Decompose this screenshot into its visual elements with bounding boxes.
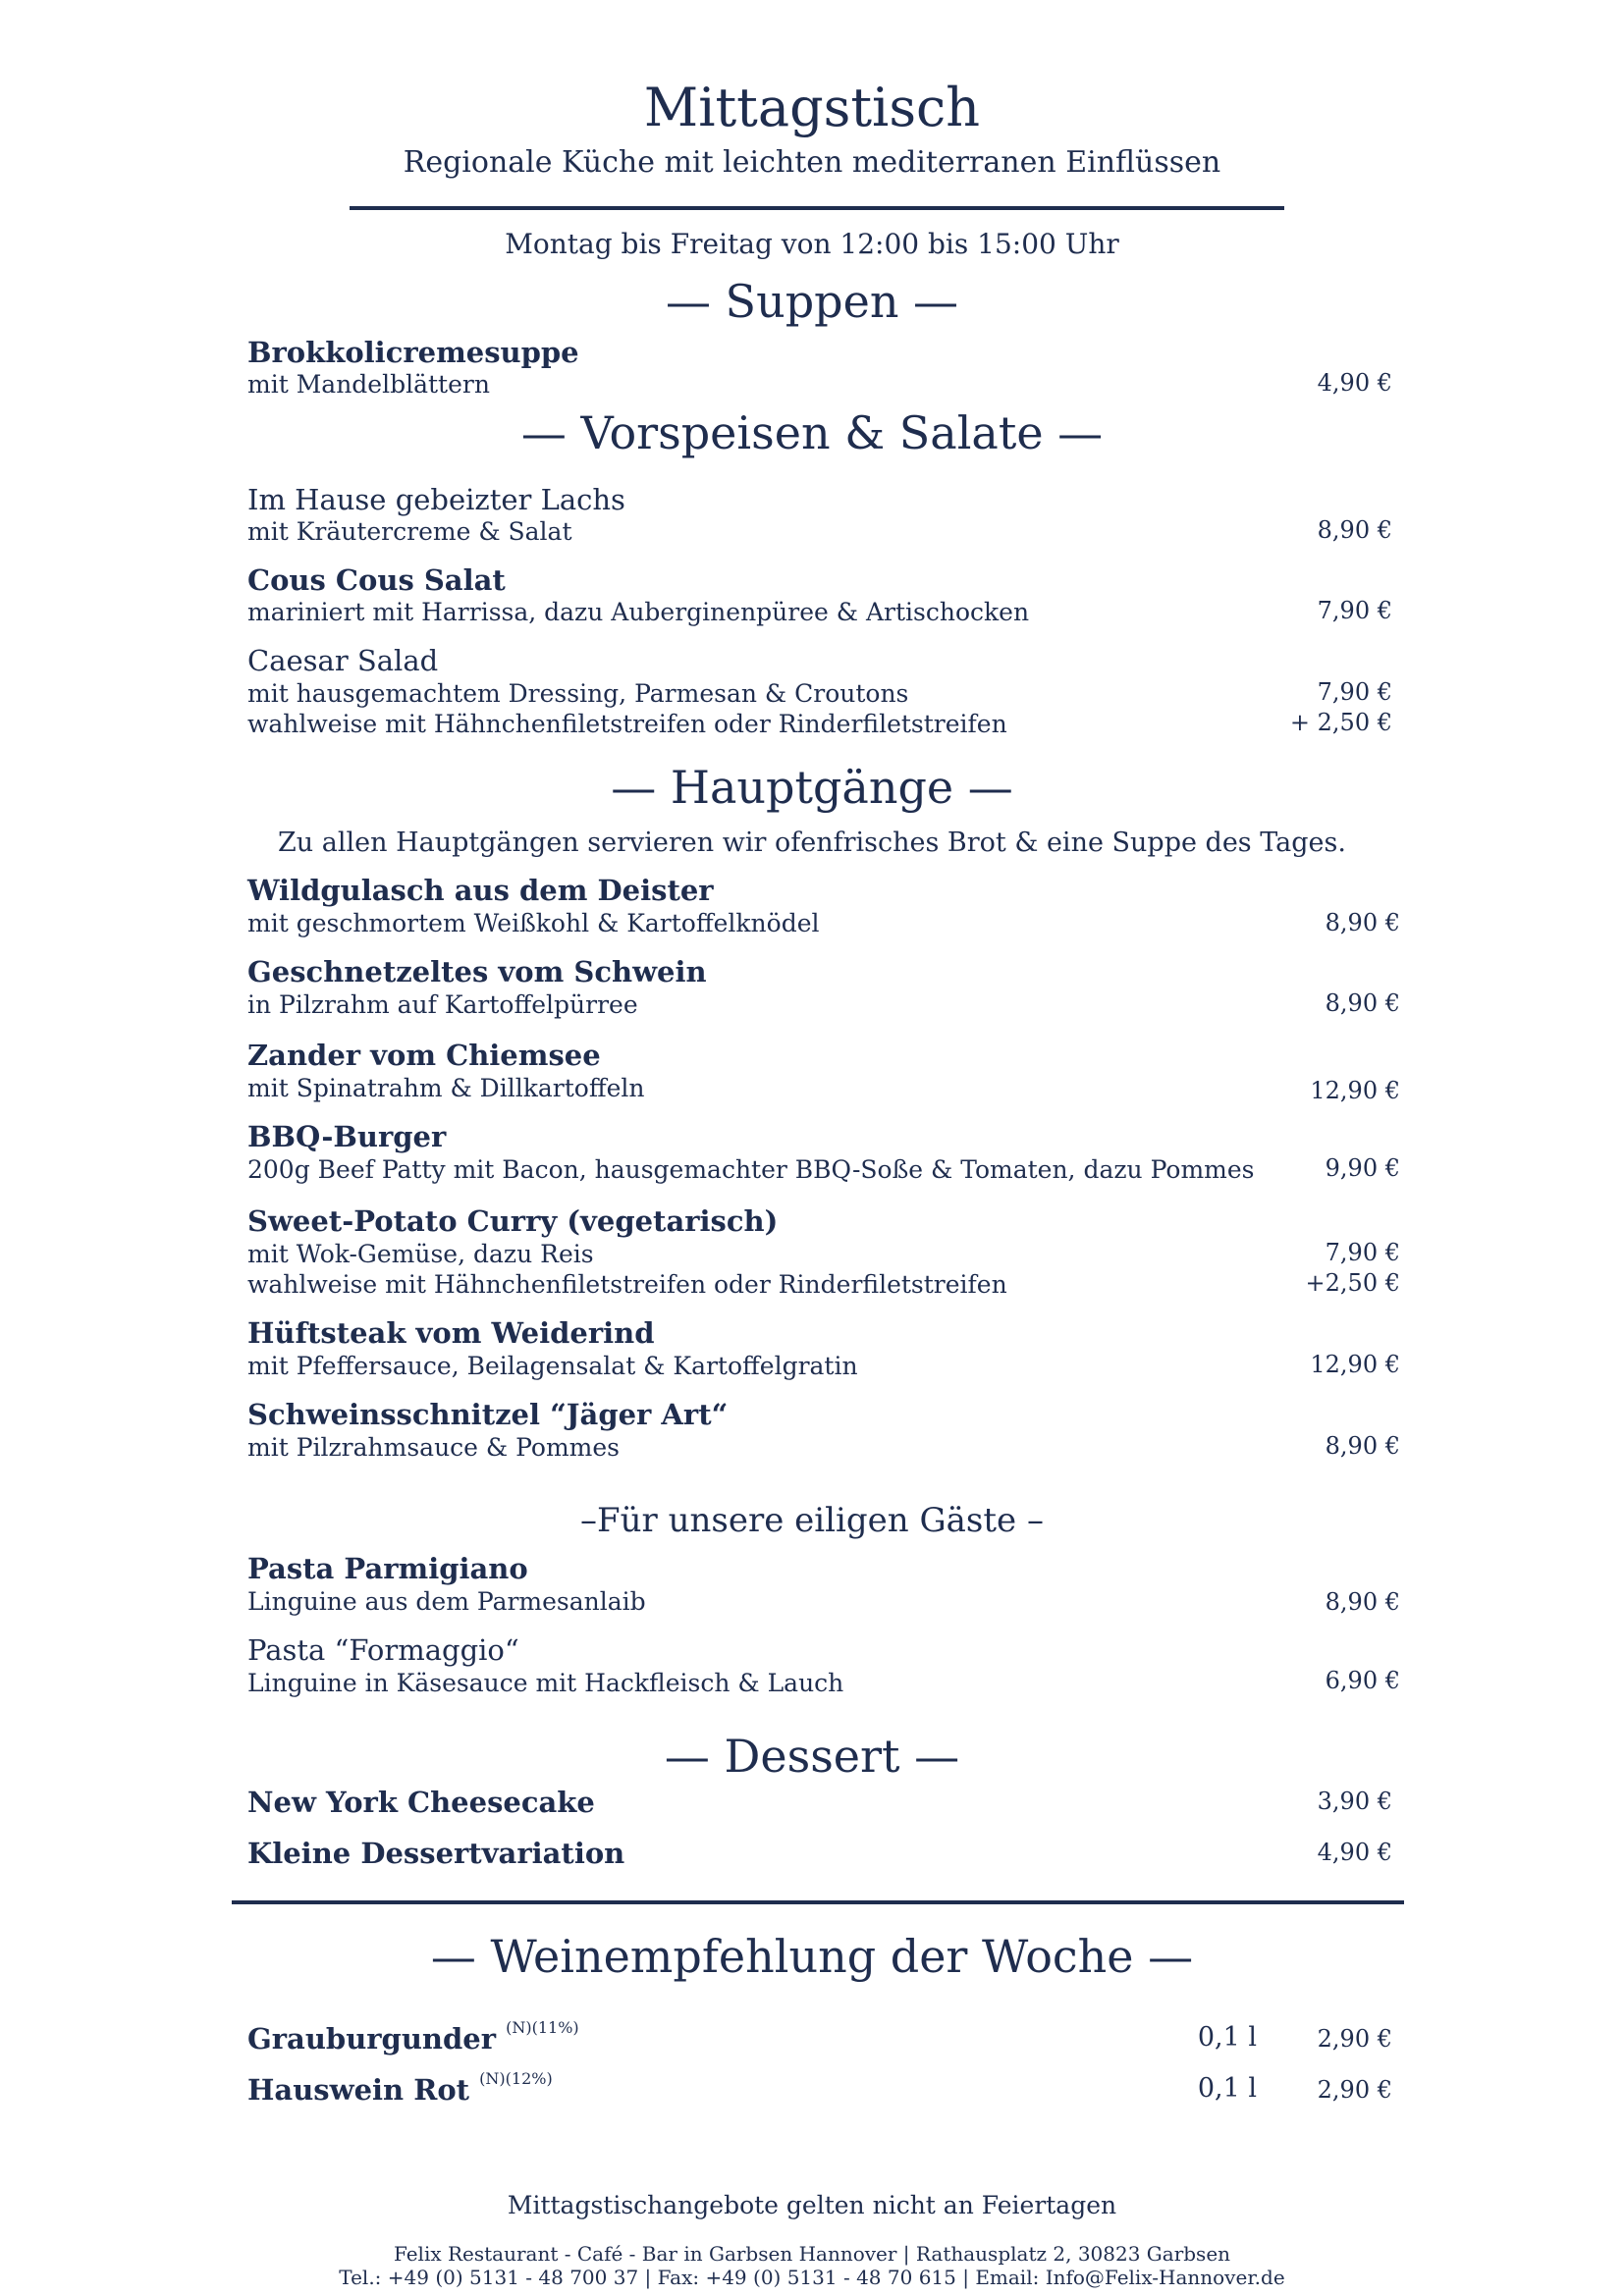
- menu-item-desc: Linguine aus dem Parmesanlaib: [247, 1587, 646, 1616]
- menu-item-name: Schweinsschnitzel “Jäger Art“: [247, 1398, 729, 1431]
- menu-item-option-price: +2,50 €: [1305, 1269, 1400, 1297]
- menu-item-name: Im Hause gebeizter Lachs: [247, 483, 625, 516]
- menu-item-name: Brokkolicremesuppe: [247, 336, 579, 369]
- wine-item: [247, 2018, 579, 2056]
- menu-item-name: Pasta Parmigiano: [247, 1552, 528, 1585]
- menu-item-name: New York Cheesecake: [247, 1786, 595, 1819]
- menu-item-desc: mit geschmortem Weißkohl & Kartoffelknödel: [247, 909, 820, 937]
- wine-divider: [232, 1900, 1404, 1904]
- menu-item-price: 8,90 €: [1317, 516, 1392, 544]
- wine-info: (N)(12%): [479, 2069, 553, 2088]
- menu-item-price: 12,90 €: [1310, 1351, 1400, 1378]
- wine-volume: 0,1 l: [1197, 2073, 1257, 2104]
- menu-item-price: 8,90 €: [1325, 989, 1400, 1017]
- menu-item-name: Sweet-Potato Curry (vegetarisch): [247, 1204, 779, 1238]
- menu-item-desc: mit Pilzrahmsauce & Pommes: [247, 1433, 621, 1462]
- menu-item-price: 6,90 €: [1325, 1667, 1400, 1694]
- section-heading-wein: — Weinempfehlung der Woche —: [430, 1930, 1194, 1983]
- footer-address: Felix Restaurant - Café - Bar in Garbsen Hannover | Rathausplatz 2, 30823 Garbsen: [393, 2242, 1231, 2266]
- menu-item-desc: mit Mandelblättern: [247, 370, 490, 399]
- menu-item-name: Caesar Salad: [247, 644, 439, 677]
- section-note: Zu allen Hauptgängen servieren wir ofenfrisches Brot & eine Suppe des Tages.: [278, 828, 1346, 858]
- wine-volume: 0,1 l: [1197, 2022, 1257, 2053]
- menu-item-name: Pasta “Formaggio“: [247, 1633, 519, 1667]
- menu-item-price: 7,90 €: [1325, 1239, 1400, 1266]
- menu-item-name: Kleine Dessertvariation: [247, 1837, 625, 1870]
- menu-item-price: 9,90 €: [1325, 1154, 1400, 1182]
- menu-item-option: wahlweise mit Hähnchenfiletstreifen oder Rinderfiletstreifen: [247, 710, 1007, 738]
- menu-item-desc: Linguine in Käsesauce mit Hackfleisch & Lauch: [247, 1669, 844, 1697]
- menu-item-desc: mit Kräutercreme & Salat: [247, 517, 572, 546]
- menu-item-desc: mit hausgemachtem Dressing, Parmesan & Croutons: [247, 679, 909, 708]
- menu-item-desc: mit Wok-Gemüse, dazu Reis: [247, 1240, 594, 1268]
- menu-item-name: Wildgulasch aus dem Deister: [247, 874, 714, 907]
- opening-hours: Montag bis Freitag von 12:00 bis 15:00 Uhr: [505, 228, 1119, 260]
- menu-item-name: Zander vom Chiemsee: [247, 1039, 601, 1072]
- menu-item-price: 8,90 €: [1325, 1588, 1400, 1616]
- menu-item-desc: mariniert mit Harrissa, dazu Auberginenpüree & Artischocken: [247, 598, 1030, 626]
- menu-item-name: Geschnetzeltes vom Schwein: [247, 955, 707, 988]
- page-title: Mittagstisch: [643, 77, 981, 138]
- menu-item-name: Hüftsteak vom Weiderind: [247, 1316, 655, 1350]
- section-heading-suppen: — Suppen —: [665, 275, 959, 328]
- section-heading-dessert: — Dessert —: [664, 1730, 960, 1783]
- menu-item-option: wahlweise mit Hähnchenfiletstreifen oder Rinderfiletstreifen: [247, 1270, 1007, 1299]
- menu-item-name: BBQ-Burger: [247, 1120, 447, 1153]
- wine-name: Hauswein Rot: [247, 2073, 470, 2107]
- section-heading-hauptgaenge: — Hauptgänge —: [611, 761, 1013, 814]
- menu-item-desc: mit Pfeffersauce, Beilagensalat & Kartoffelgratin: [247, 1352, 858, 1380]
- menu-item-price: 12,90 €: [1310, 1077, 1400, 1104]
- menu-item-desc: 200g Beef Patty mit Bacon, hausgemachter BBQ-Soße & Tomaten, dazu Pommes: [247, 1155, 1255, 1184]
- menu-item-desc: in Pilzrahm auf Kartoffelpürree: [247, 990, 638, 1019]
- menu-item-name: Cous Cous Salat: [247, 563, 506, 597]
- menu-item-option-price: + 2,50 €: [1289, 709, 1392, 736]
- menu-item-price: 7,90 €: [1317, 678, 1392, 706]
- section-heading-eilig: –Für unsere eiligen Gäste –: [580, 1501, 1044, 1540]
- wine-price: 2,90 €: [1317, 2025, 1392, 2053]
- wine-info: (N)(11%): [506, 2018, 579, 2037]
- menu-item-price: 4,90 €: [1317, 1839, 1392, 1866]
- menu-item-desc: mit Spinatrahm & Dillkartoffeln: [247, 1074, 645, 1102]
- menu-item-price: 8,90 €: [1325, 1432, 1400, 1460]
- page-subtitle: Regionale Küche mit leichten mediterranen Einflüssen: [403, 145, 1221, 180]
- header-divider: [350, 206, 1284, 210]
- wine-item: [247, 2069, 553, 2107]
- menu-item-price: 4,90 €: [1317, 369, 1392, 397]
- menu-item-price: 8,90 €: [1325, 909, 1400, 936]
- wine-price: 2,90 €: [1317, 2076, 1392, 2104]
- menu-item-price: 7,90 €: [1317, 597, 1392, 624]
- section-heading-vorspeisen: — Vorspeisen & Salate —: [520, 406, 1104, 459]
- wine-name: Grauburgunder: [247, 2022, 497, 2056]
- footer-contact: Tel.: +49 (0) 5131 - 48 700 37 | Fax: +49 (0) 5131 - 48 70 615 | Email: Info@Felix-Hannover.de: [339, 2266, 1285, 2289]
- footer-note: Mittagstischangebote gelten nicht an Feiertagen: [507, 2191, 1117, 2219]
- menu-item-price: 3,90 €: [1317, 1788, 1392, 1815]
